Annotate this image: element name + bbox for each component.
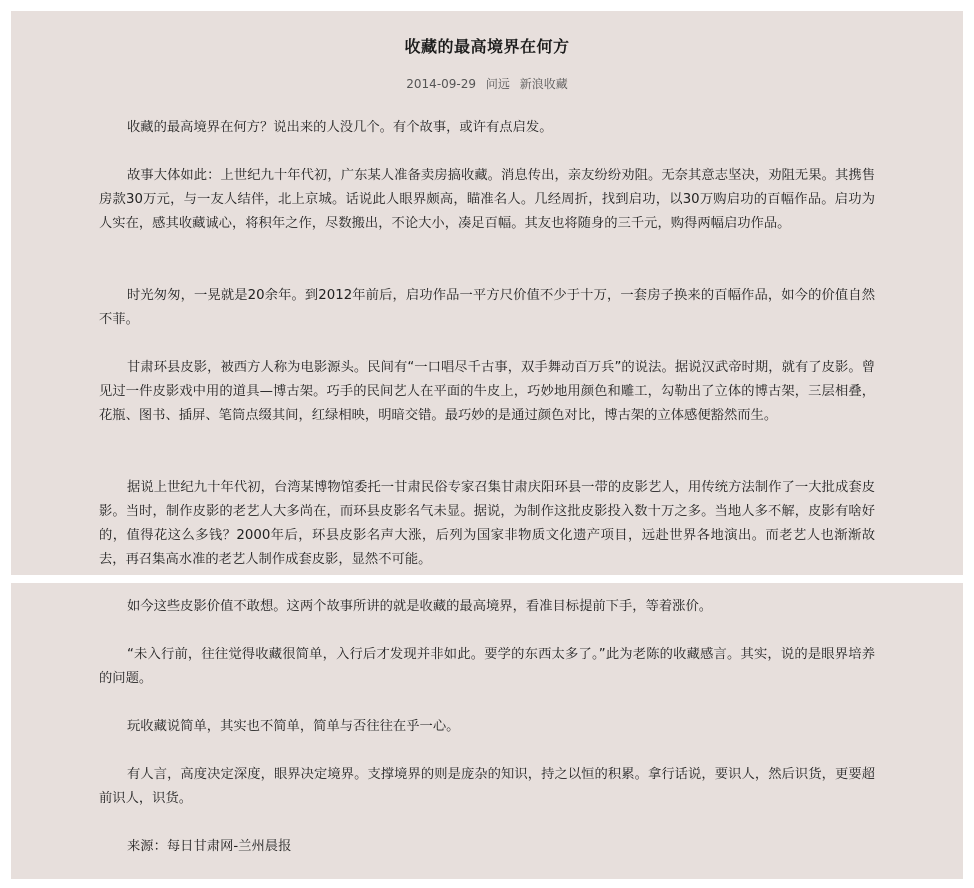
- paragraph: 有人言，高度决定深度，眼界决定境界。支撑境界的则是庞杂的知识，持之以恒的积累。拿行话说，要识人，然后识货，更要超前识人，识货。: [99, 767, 875, 806]
- article-source: 新浪收藏: [519, 77, 568, 91]
- paragraph: 据说上世纪九十年代初，台湾某博物馆委托一甘肃民俗专家召集甘肃庆阳环县一带的皮影艺人，用传统方法制作了一大批成套皮影。当时，制作皮影的老艺人大多尚在，而环县皮影名气未显。据说，为制作这批皮影投入数十万之多。当地人多不解，皮影有啥好的，值得花这么多钱？2000年后，环县皮影名声大涨，后列为国家非物质文化遗产项目，远赴世界各地演出。而老艺人也渐渐故去，再召集高水准的老艺人制作成套皮影，显然不可能。: [99, 480, 875, 567]
- article-title: 收藏的最高境界在何方: [404, 37, 570, 56]
- paragraph: 如今这些皮影价值不敢想。这两个故事所讲的就是收藏的最高境界，看准目标提前下手，等着涨价。: [127, 599, 713, 614]
- article-meta: [11, 75, 963, 92]
- article-author: 问远: [485, 77, 510, 91]
- paragraph: “未入行前，往往觉得收藏很简单，入行后才发现并非如此。要学的东西太多了。”此为老陈的收藏感言。其实，说的是眼界培养的问题。: [99, 647, 875, 686]
- paragraph: 玩收藏说简单，其实也不简单，简单与否往往在乎一心。: [127, 719, 460, 734]
- paragraph: 时光匆匆，一晃就是20余年。到2012年前后，启功作品一平方尺价值不少于十万，一套房子换来的百幅作品，如今的价值自然不菲。: [99, 288, 875, 327]
- paragraph: 故事大体如此：上世纪九十年代初，广东某人准备卖房搞收藏。消息传出，亲友纷纷劝阻。无奈其意志坚决，劝阻无果。其携售房款30万元，与一友人结伴，北上京城。话说此人眼界颇高，瞄准名人。几经周折，找到启功，以30万购启功的百幅作品。启功为人实在，感其收藏诚心，将积年之作，尽数搬出，不论大小，凑足百幅。其友也将随身的三千元，购得两幅启功作品。: [99, 168, 875, 231]
- paragraph: 甘肃环县皮影，被西方人称为电影源头。民间有“一口唱尽千古事，双手舞动百万兵”的说法。据说汉武帝时期，就有了皮影。曾见过一件皮影戏中用的道具—博古架。巧手的民间艺人在平面的牛皮上，巧妙地用颜色和雕工，勾勒出了立体的博古架，三层相叠，花瓶、图书、插屏、笔筒点缀其间，红绿相映，明暗交错。最巧妙的是通过颜色对比，博古架的立体感便豁然而生。: [99, 360, 875, 423]
- article-source-line: 来源：每日甘肃网-兰州晨报: [127, 839, 292, 854]
- article-date: 2014-09-29: [406, 77, 477, 91]
- paragraph: 收藏的最高境界在何方？说出来的人没几个。有个故事，或许有点启发。: [127, 120, 553, 135]
- article-panel-top: [11, 11, 963, 575]
- article-panel-bottom: [11, 583, 963, 879]
